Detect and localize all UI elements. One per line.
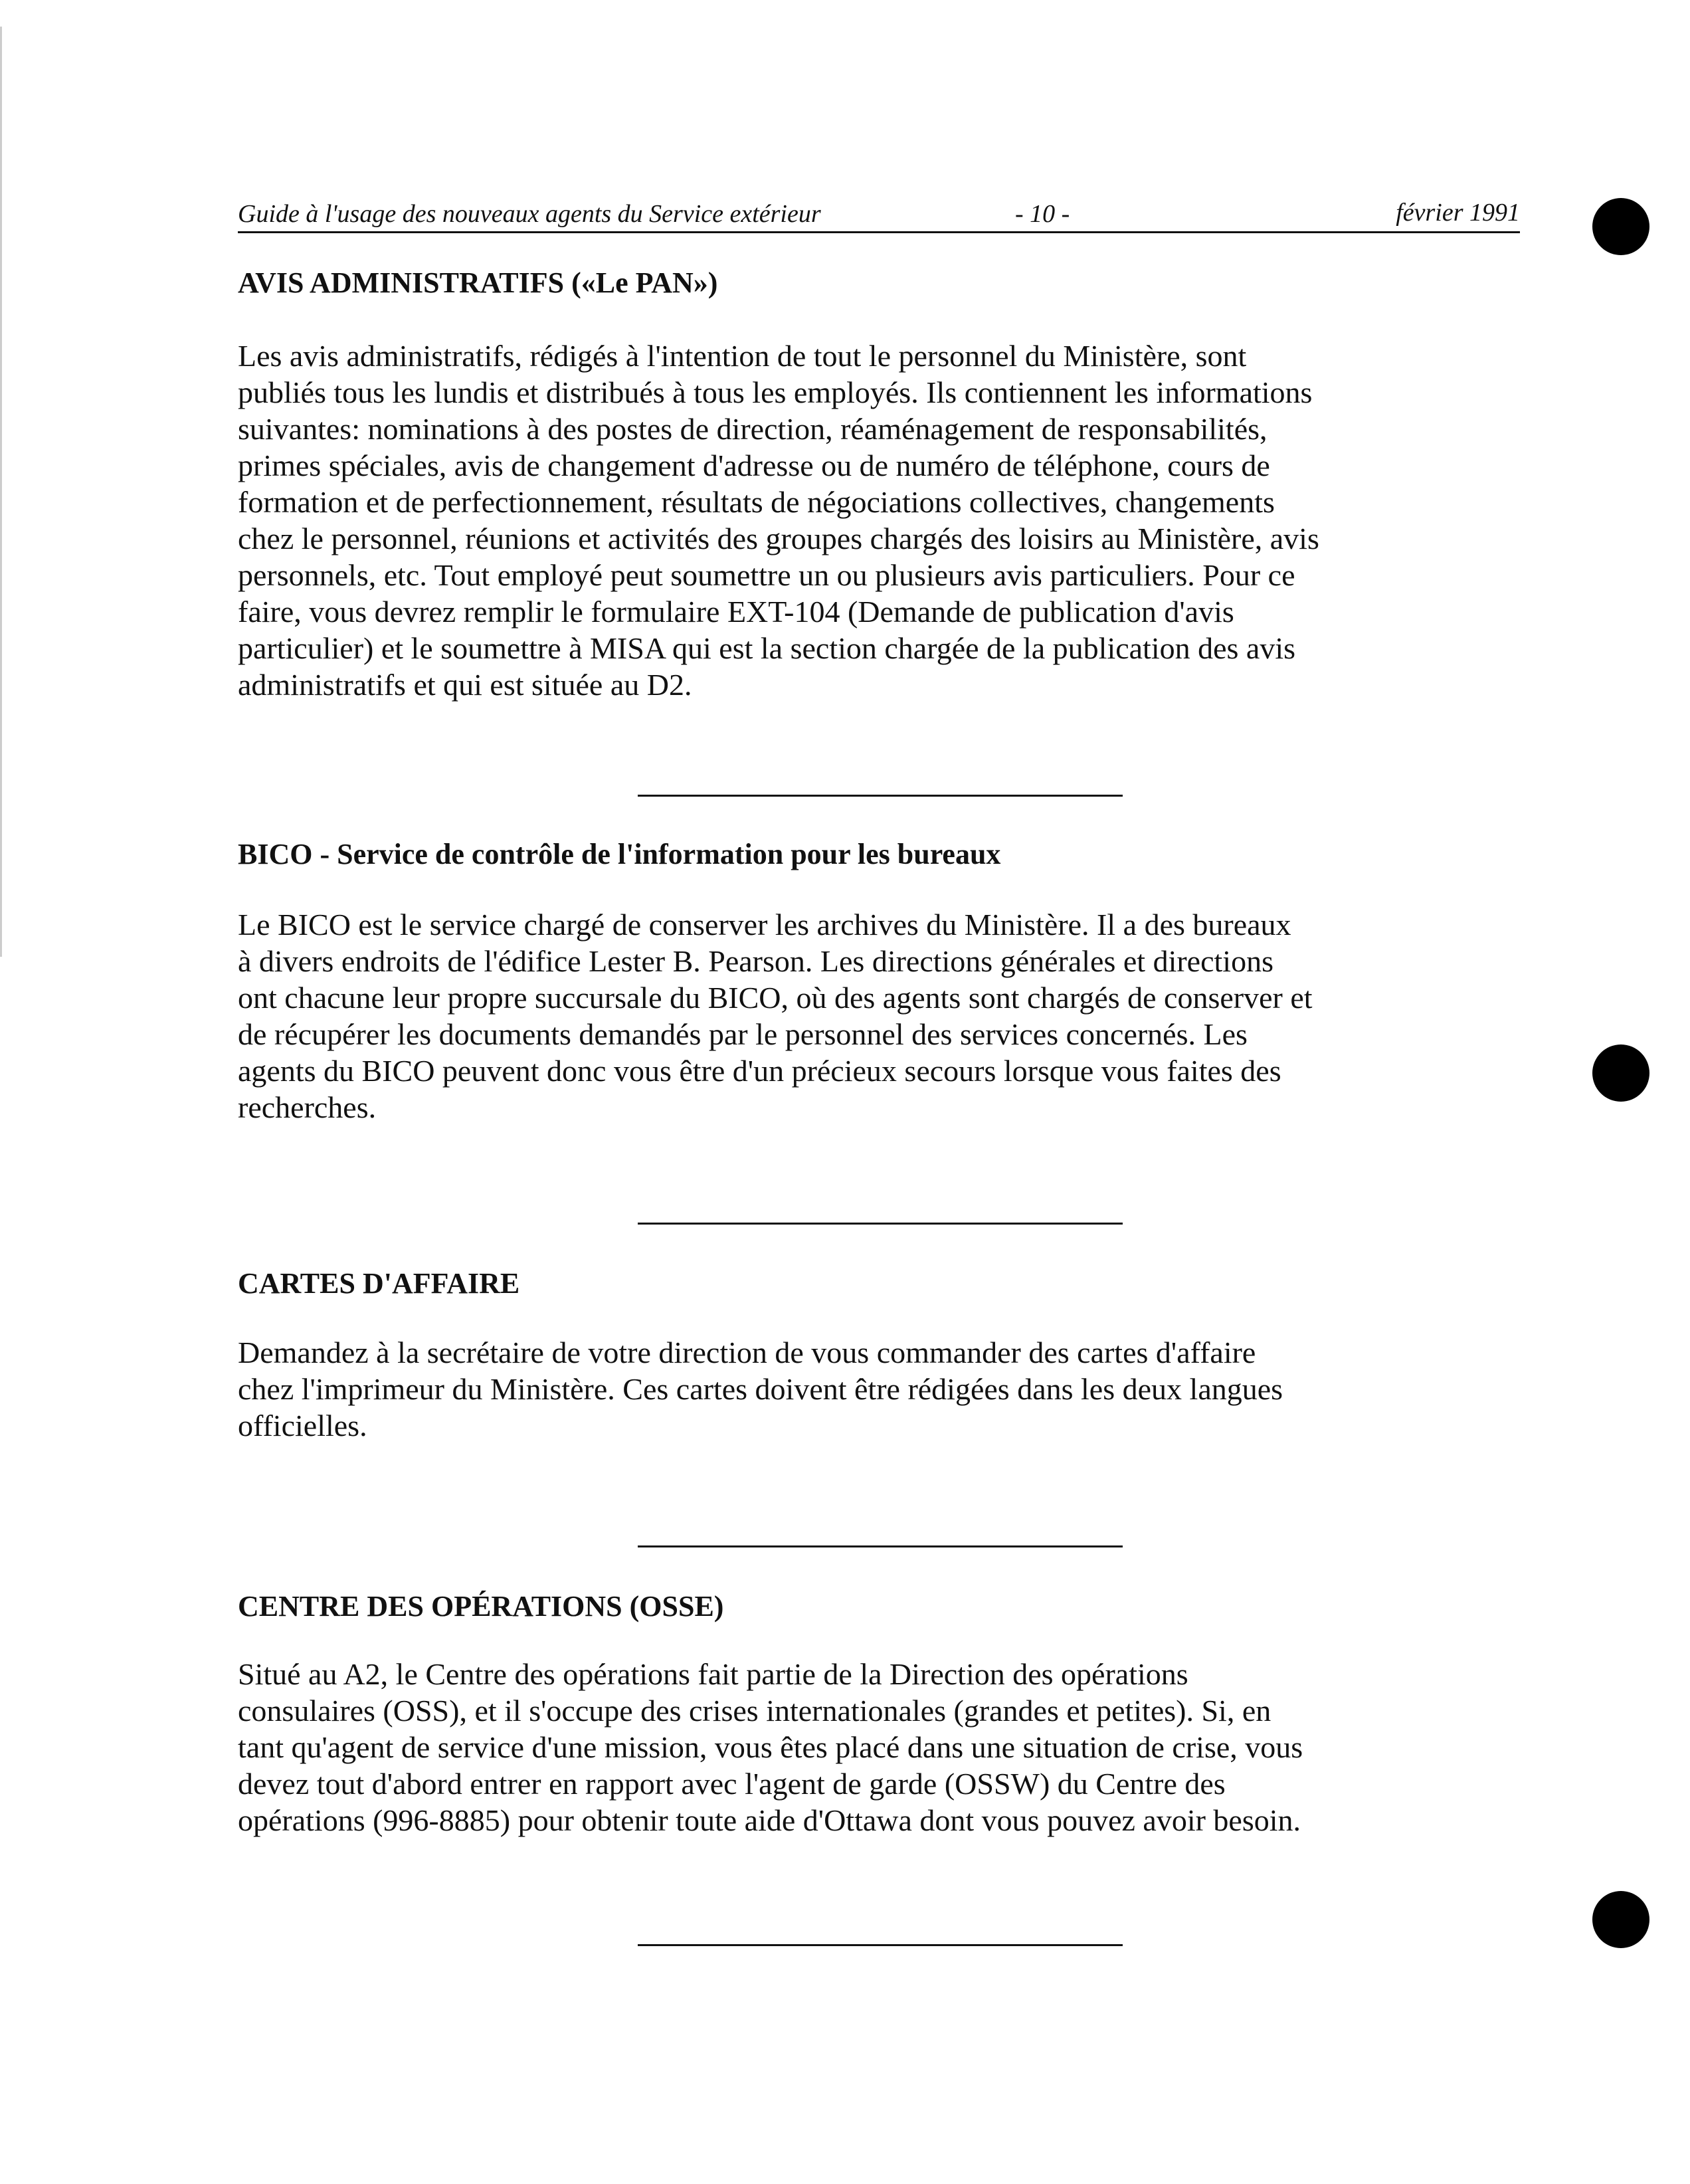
punch-hole-bottom [1592,1891,1649,1948]
text-line: formation et de perfectionnement, résultats de négociations collectives, changements [238,485,1275,519]
text-line: administratifs et qui est située au D2. [238,668,692,702]
text-line: recherches. [238,1090,377,1124]
text-line: primes spéciales, avis de changement d'adresse ou de numéro de téléphone, cours de [238,448,1270,482]
text-line: suivantes: nominations à des postes de direction, réaménagement de responsabilités, [238,412,1268,446]
text-line: de récupérer les documents demandés par le personnel des services concernés. Les [238,1017,1248,1051]
text-line: Demandez à la secrétaire de votre direction de vous commander des cartes d'affaire [238,1336,1256,1369]
text-line: tant qu'agent de service d'une mission, vous êtes placé dans une situation de crise, vous [238,1730,1303,1764]
text-line: personnels, etc. Tout employé peut soumettre un ou plusieurs avis particuliers. Pour ce [238,558,1295,592]
section-body-bico [238,906,1527,1126]
text-line: officielles. [238,1409,367,1442]
section-separator [638,1944,1123,1946]
text-line: publiés tous les lundis et distribués à tous les employés. Ils contiennent les informations [238,375,1313,409]
section-title-cartes-daffaire: CARTES D'AFFAIRE [238,1267,520,1300]
section-separator [638,1223,1123,1225]
text-line: à divers endroits de l'édifice Lester B. Pearson. Les directions générales et directions [238,944,1273,978]
header-document-title: Guide à l'usage des nouveaux agents du Service extérieur [238,200,821,228]
text-line: opérations (996-8885) pour obtenir toute aide d'Ottawa dont vous pouvez avoir besoin. [238,1803,1301,1837]
section-separator [638,1545,1123,1547]
section-body-centre-des-operations [238,1656,1527,1838]
header-date: février 1991 [1396,199,1520,227]
section-separator [638,795,1123,797]
punch-hole-top [1592,198,1649,255]
section-title-avis-administratifs: AVIS ADMINISTRATIFS («Le PAN») [238,266,718,299]
section-body-avis-administratifs [238,338,1527,703]
text-line: devez tout d'abord entrer en rapport avec l'agent de garde (OSSW) du Centre des [238,1767,1226,1801]
text-line: faire, vous devrez remplir le formulaire EXT-104 (Demande de publication d'avis [238,595,1234,629]
text-line: chez le personnel, réunions et activités des groupes chargés des loisirs au Ministère, avis [238,522,1319,555]
text-line: ont chacune leur propre succursale du BICO, où des agents sont chargés de conserver et [238,981,1313,1015]
section-title-centre-des-operations: CENTRE DES OPÉRATIONS (OSSE) [238,1590,724,1623]
text-line: consulaires (OSS), et il s'occupe des crises internationales (grandes et petites). Si, en [238,1694,1271,1728]
text-line: Situé au A2, le Centre des opérations fait partie de la Direction des opérations [238,1657,1188,1691]
text-line: particulier) et le soumettre à MISA qui est la section chargée de la publication des avis [238,631,1296,665]
page-header [238,198,1520,233]
text-line: Les avis administratifs, rédigés à l'intention de tout le personnel du Ministère, sont [238,339,1247,373]
section-title-bico: BICO - Service de contrôle de l'information pour les bureaux [238,838,1001,870]
text-line: Le BICO est le service chargé de conserver les archives du Ministère. Il a des bureaux [238,908,1291,942]
text-line: agents du BICO peuvent donc vous être d'un précieux secours lorsque vous faites des [238,1054,1281,1088]
header-page-number: - 10 - [1015,200,1070,228]
section-body-cartes-daffaire [238,1334,1527,1444]
text-line: chez l'imprimeur du Ministère. Ces cartes doivent être rédigées dans les deux langues [238,1372,1283,1406]
scan-left-edge [0,27,2,957]
punch-hole-middle [1592,1044,1649,1102]
